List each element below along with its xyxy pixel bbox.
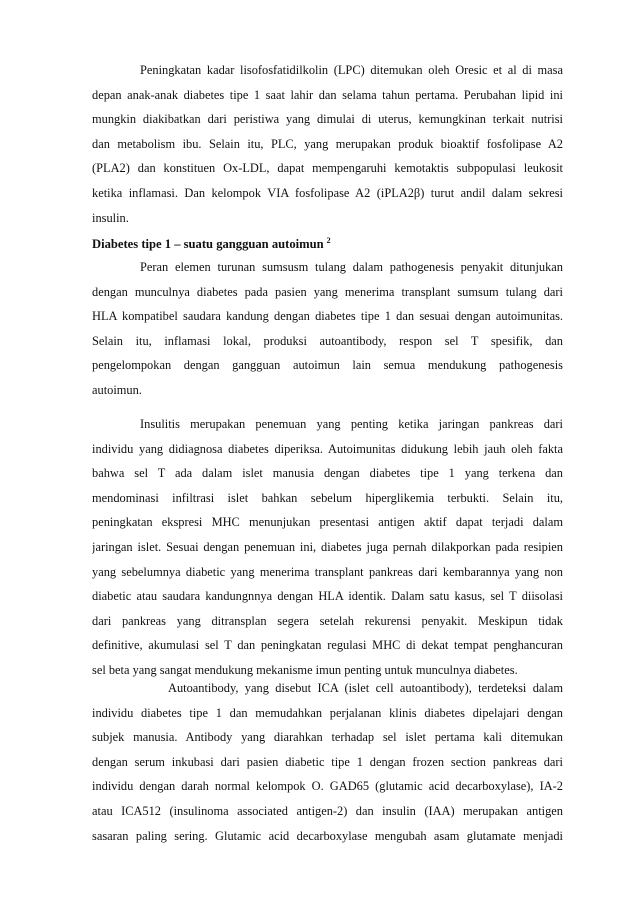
text-line: jaringan islet. Sesuai dengan penemuan ini, diabetes juga pernah dilakporkan pada resipien — [92, 539, 563, 554]
text-line: individu yang didiagnosa diabetes diperiksa. Autoimunitas didukung lebih jauh oleh fakta — [92, 441, 563, 456]
text-line: atau ICA512 (insulinoma associated antigen-2) dan insulin (IAA) merupakan antigen — [92, 803, 563, 818]
text-line: Selain itu, inflamasi lokal, produksi autoantibody, respon sel T spesifik, dan — [92, 333, 563, 348]
text-line: bahwa sel T ada dalam islet manusia dengan diabetes tipe 1 yang terkena dan — [92, 466, 563, 481]
text-line: Peningkatan kadar lisofosfatidilkolin (LPC) ditemukan oleh Oresic et al di masa — [140, 63, 563, 77]
text-line: peningkatan ekspresi MHC menunjukan presentasi antigen aktif dapat terjadi dalam — [92, 515, 563, 530]
section-heading — [92, 236, 331, 252]
text-line: Peran elemen turunan sumsusm tulang dalam pathogenesis penyakit ditunjukan — [140, 260, 563, 274]
heading-superscript: 2 — [326, 236, 331, 245]
text-line: mungkin diakibatkan dari peristiwa yang dimulai di uterus, kemungkinan terkait nutrisi — [92, 112, 563, 127]
text-line: subjek manusia. Antibody yang diarahkan terhadap sel islet pertama kali ditemukan — [92, 730, 563, 745]
heading-text: Diabetes tipe 1 – suatu gangguan autoimun — [92, 237, 324, 251]
paragraph-bone-marrow — [92, 255, 563, 403]
text-line: mendominasi infiltrasi islet bahkan sebelum hiperglikemia terbukti. Selain itu, — [92, 490, 563, 505]
text-line: individu dengan darah normal kelompok O. GAD65 (glutamic acid decarboxylase), IA-2 — [92, 779, 563, 794]
text-line: definitive, akumulasi sel T dan peningkatan regulasi MHC di dekat tempat penghancuran — [92, 638, 563, 653]
text-line: pengelompokan dengan gangguan autoimun lain semua mendukung pathogenesis — [92, 358, 563, 373]
text-line: ketika inflamasi. Dan kelompok VIA fosfolipase A2 (iPLA2β) turut andil dalam sekresi — [92, 185, 563, 200]
text-line: (PLA2) dan konstituen Ox-LDL, dapat mempengaruhi kemotaktis subpopulasi leukosit — [92, 161, 563, 176]
text-line: individu diabetes tipe 1 dan memudahkan perjalanan klinis diabetes dipelajari dengan — [92, 705, 563, 720]
text-line: insulin. — [92, 210, 129, 225]
paragraph-insulitis — [92, 412, 563, 683]
text-line: sasaran paling sering. Glutamic acid decarboxylase mengubah asam glutamate menjadi — [92, 828, 563, 843]
text-line: dengan munculnya diabetes pada pasien yang menerima transplant sumsum tulang dari — [92, 284, 563, 299]
text-line: yang sebelumnya diabetic yang menerima transplant pankreas dari kembarannya yang non — [92, 564, 563, 579]
text-line: dengan serum inkubasi dari pasien diabetic tipe 1 dengan frozen section pankreas dari — [92, 754, 563, 769]
paragraph-autoantibody — [92, 676, 563, 848]
text-line: diabetic atau saudara kandungnnya dengan HLA identik. Dalam satu kasus, sel T diisolasi — [92, 589, 563, 604]
text-line: dan metabolism ibu. Selain itu, PLC, yang merupakan produk bioaktif fosfolipase A2 — [92, 136, 563, 151]
text-line: sel beta yang sangat mendukung mekanisme imun penting untuk munculnya diabetes. — [92, 662, 518, 677]
text-line: autoimun. — [92, 382, 142, 397]
text-line: Insulitis merupakan penemuan yang penting ketika jaringan pankreas dari — [140, 417, 563, 431]
text-line: HLA kompatibel saudara kandung dengan diabetes tipe 1 dan sesuai dengan autoimunitas. — [92, 309, 563, 324]
text-line: depan anak-anak diabetes tipe 1 saat lahir dan selama tahun pertama. Perubahan lipid ini — [92, 87, 563, 102]
paragraph-lpc — [92, 58, 563, 230]
text-line: dari pankreas yang ditransplan segera setelah rekurensi penyakit. Meskipun tidak — [92, 613, 563, 628]
text-line: Autoantibody, yang disebut ICA (islet cell autoantibody), terdeteksi dalam — [168, 681, 563, 695]
